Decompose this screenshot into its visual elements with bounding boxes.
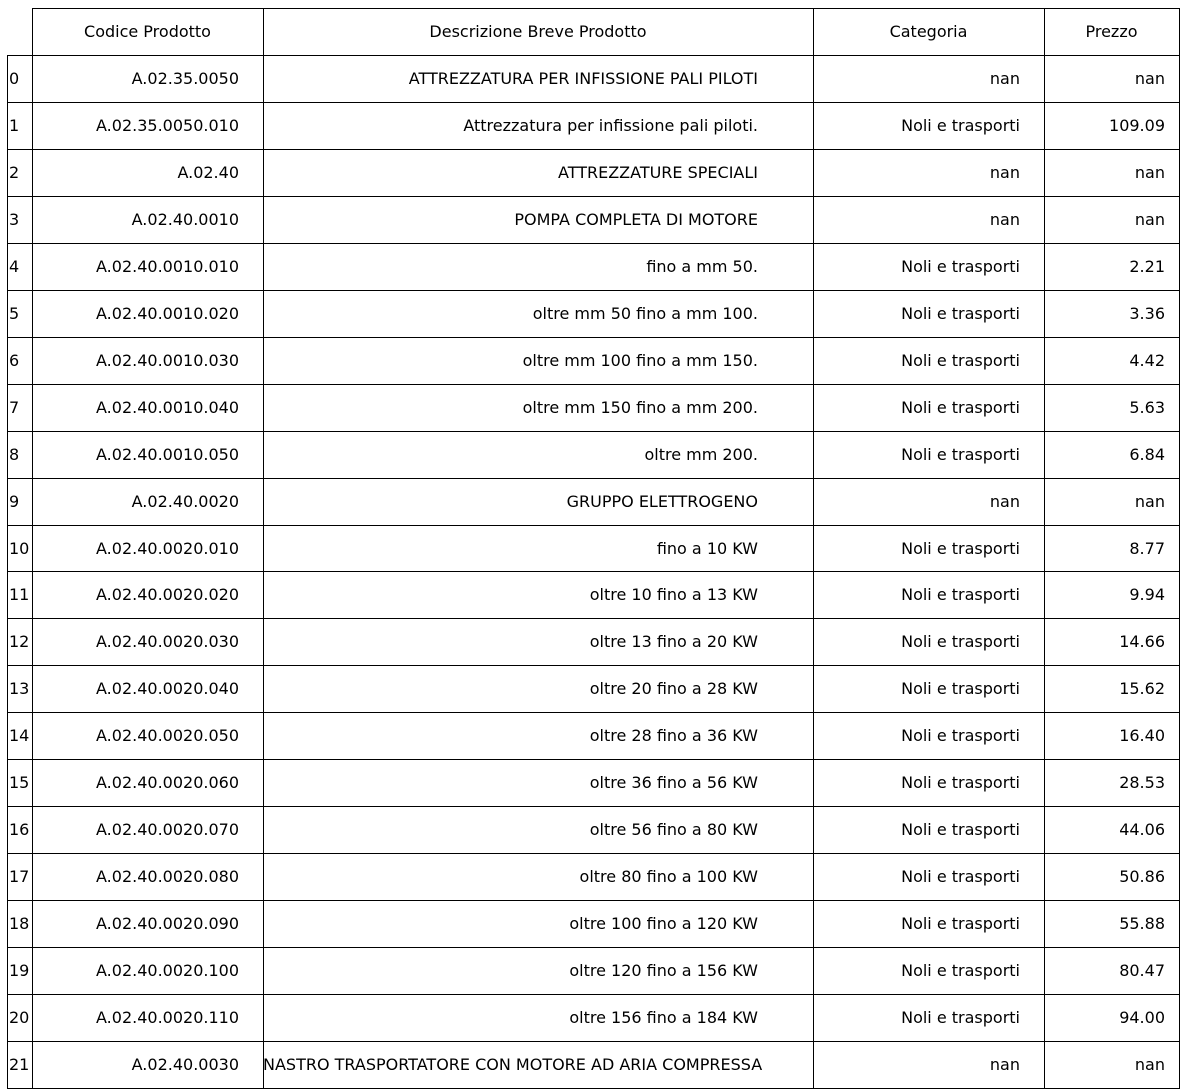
row-index: 15 — [9, 773, 30, 792]
cell-price: 50.86 — [1119, 867, 1165, 886]
cell-price: 16.40 — [1119, 726, 1165, 745]
cell-description: oltre 36 fino a 56 KW — [589, 773, 758, 792]
cell-code: A.02.40.0010.050 — [96, 445, 239, 464]
row-index: 9 — [9, 492, 20, 511]
cell-description: oltre mm 100 fino a mm 150. — [522, 351, 758, 370]
cell-category: Noli e trasporti — [901, 1008, 1020, 1027]
cell-description: oltre 120 fino a 156 KW — [569, 961, 758, 980]
cell-description: NASTRO TRASPORTATORE CON MOTORE AD ARIA COMPRESSA — [263, 1055, 763, 1074]
cell-description: oltre mm 150 fino a mm 200. — [522, 398, 758, 417]
cell-description: oltre 80 fino a 100 KW — [579, 867, 758, 886]
row-index: 10 — [9, 539, 30, 558]
cell-code: A.02.40.0020.040 — [96, 679, 239, 698]
cell-category: nan — [989, 492, 1020, 511]
cell-price: nan — [1134, 163, 1165, 182]
cell-code: A.02.40.0020.070 — [96, 820, 239, 839]
cell-category: Noli e trasporti — [901, 351, 1020, 370]
row-index: 3 — [9, 210, 20, 229]
cell-code: A.02.35.0050.010 — [96, 116, 239, 135]
cell-description: ATTREZZATURE SPECIALI — [558, 163, 758, 182]
cell-description: oltre mm 50 fino a mm 100. — [532, 304, 758, 323]
cell-code: A.02.40.0020.090 — [96, 914, 239, 933]
cell-price: 15.62 — [1119, 679, 1165, 698]
header-description: Descrizione Breve Prodotto — [429, 22, 647, 41]
cell-description: oltre 20 fino a 28 KW — [589, 679, 758, 698]
row-index: 1 — [9, 116, 20, 135]
cell-code: A.02.40.0010.020 — [96, 304, 239, 323]
cell-description: fino a 10 KW — [656, 539, 758, 558]
cell-category: Noli e trasporti — [901, 632, 1020, 651]
cell-description: oltre 56 fino a 80 KW — [589, 820, 758, 839]
row-index: 19 — [9, 961, 30, 980]
cell-category: Noli e trasporti — [901, 726, 1020, 745]
cell-price: 94.00 — [1119, 1008, 1165, 1027]
cell-price: 14.66 — [1119, 632, 1165, 651]
cell-category: nan — [989, 210, 1020, 229]
cell-code: A.02.40.0020 — [131, 492, 239, 511]
cell-price: 8.77 — [1129, 539, 1165, 558]
cell-category: Noli e trasporti — [901, 116, 1020, 135]
row-index: 12 — [9, 632, 30, 651]
cell-description: oltre 28 fino a 36 KW — [589, 726, 758, 745]
cell-description: oltre mm 200. — [644, 445, 758, 464]
cell-category: Noli e trasporti — [901, 445, 1020, 464]
cell-code: A.02.40.0020.050 — [96, 726, 239, 745]
column-divider — [1179, 8, 1180, 1088]
row-index: 11 — [9, 585, 30, 604]
cell-code: A.02.40.0020.110 — [96, 1008, 239, 1027]
cell-category: Noli e trasporti — [901, 257, 1020, 276]
cell-category: nan — [989, 163, 1020, 182]
cell-price: 80.47 — [1119, 961, 1165, 980]
cell-description: POMPA COMPLETA DI MOTORE — [514, 210, 758, 229]
row-index: 2 — [9, 163, 20, 182]
cell-code: A.02.40 — [177, 163, 239, 182]
row-index: 17 — [9, 867, 30, 886]
row-index: 21 — [9, 1055, 30, 1074]
cell-description: Attrezzatura per infissione pali piloti. — [463, 116, 758, 135]
row-index: 5 — [9, 304, 20, 323]
row-index: 6 — [9, 351, 20, 370]
row-index: 18 — [9, 914, 30, 933]
cell-price: 44.06 — [1119, 820, 1165, 839]
cell-price: 109.09 — [1109, 116, 1165, 135]
cell-price: 55.88 — [1119, 914, 1165, 933]
cell-code: A.02.40.0010.010 — [96, 257, 239, 276]
cell-category: Noli e trasporti — [901, 914, 1020, 933]
cell-description: oltre 100 fino a 120 KW — [569, 914, 758, 933]
cell-description: GRUPPO ELETTROGENO — [566, 492, 758, 511]
row-index: 13 — [9, 679, 30, 698]
row-divider — [7, 1088, 1180, 1089]
header-category: Categoria — [889, 22, 968, 41]
cell-price: 9.94 — [1129, 585, 1165, 604]
cell-price: 5.63 — [1129, 398, 1165, 417]
header-price: Prezzo — [1085, 22, 1138, 41]
cell-price: nan — [1134, 492, 1165, 511]
cell-price: nan — [1134, 1055, 1165, 1074]
cell-price: nan — [1134, 69, 1165, 88]
cell-category: Noli e trasporti — [901, 398, 1020, 417]
cell-code: A.02.40.0010.040 — [96, 398, 239, 417]
index-left-border — [7, 55, 8, 1088]
cell-description: oltre 156 fino a 184 KW — [569, 1008, 758, 1027]
cell-category: nan — [989, 69, 1020, 88]
cell-code: A.02.40.0020.100 — [96, 961, 239, 980]
cell-code: A.02.40.0020.010 — [96, 539, 239, 558]
row-index: 7 — [9, 398, 20, 417]
cell-category: Noli e trasporti — [901, 304, 1020, 323]
row-index: 16 — [9, 820, 30, 839]
cell-price: nan — [1134, 210, 1165, 229]
row-index: 14 — [9, 726, 30, 745]
cell-price: 3.36 — [1129, 304, 1165, 323]
row-index: 8 — [9, 445, 20, 464]
cell-code: A.02.40.0020.030 — [96, 632, 239, 651]
cell-category: nan — [989, 1055, 1020, 1074]
cell-description: oltre 13 fino a 20 KW — [589, 632, 758, 651]
cell-description: ATTREZZATURA PER INFISSIONE PALI PILOTI — [408, 69, 758, 88]
cell-category: Noli e trasporti — [901, 773, 1020, 792]
cell-code: A.02.35.0050 — [131, 69, 239, 88]
cell-price: 28.53 — [1119, 773, 1165, 792]
cell-code: A.02.40.0010 — [131, 210, 239, 229]
row-index: 20 — [9, 1008, 30, 1027]
cell-price: 4.42 — [1129, 351, 1165, 370]
cell-code: A.02.40.0020.060 — [96, 773, 239, 792]
cell-code: A.02.40.0020.080 — [96, 867, 239, 886]
cell-category: Noli e trasporti — [901, 867, 1020, 886]
row-index: 0 — [9, 69, 20, 88]
row-index: 4 — [9, 257, 20, 276]
header-code: Codice Prodotto — [84, 22, 211, 41]
cell-price: 6.84 — [1129, 445, 1165, 464]
cell-code: A.02.40.0030 — [131, 1055, 239, 1074]
cell-category: Noli e trasporti — [901, 961, 1020, 980]
cell-description: oltre 10 fino a 13 KW — [589, 585, 758, 604]
cell-code: A.02.40.0020.020 — [96, 585, 239, 604]
cell-category: Noli e trasporti — [901, 539, 1020, 558]
cell-category: Noli e trasporti — [901, 820, 1020, 839]
cell-code: A.02.40.0010.030 — [96, 351, 239, 370]
cell-category: Noli e trasporti — [901, 679, 1020, 698]
cell-description: fino a mm 50. — [646, 257, 758, 276]
cell-price: 2.21 — [1129, 257, 1165, 276]
cell-category: Noli e trasporti — [901, 585, 1020, 604]
